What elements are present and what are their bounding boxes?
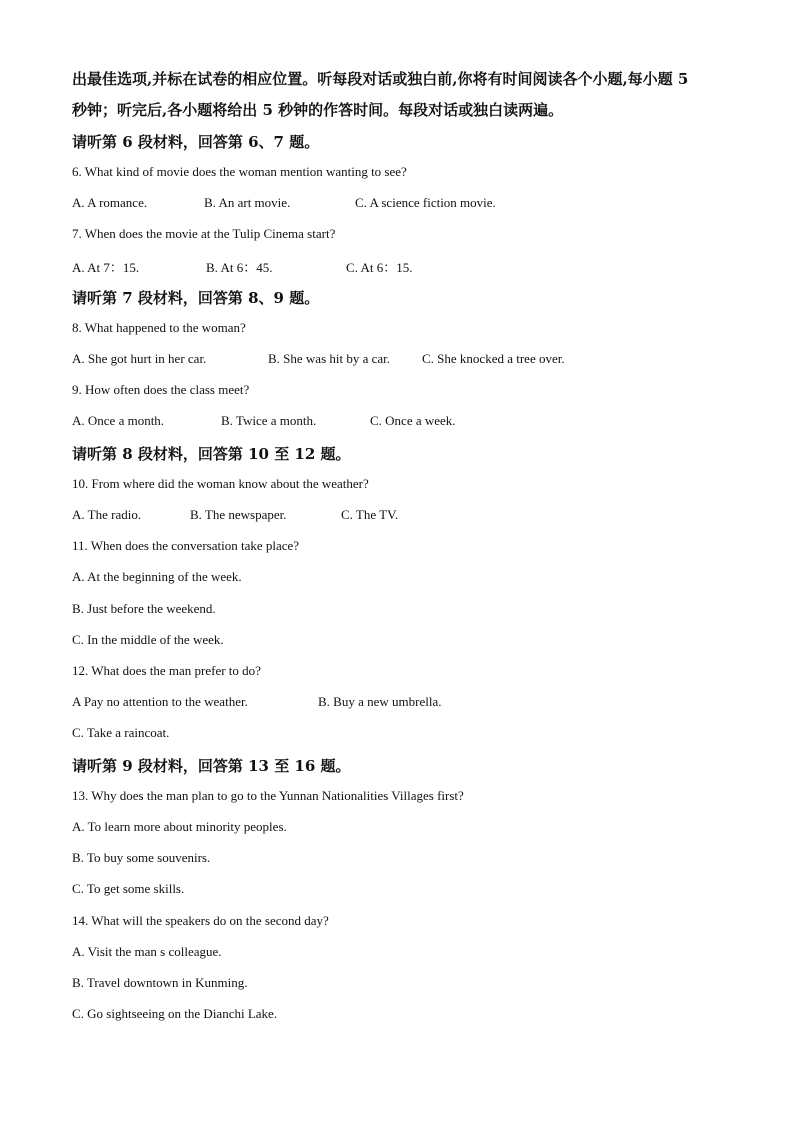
question-13-option-c: C. To get some skills.: [72, 881, 185, 896]
question-12-option-a: A Pay no attention to the weather.: [72, 694, 248, 709]
question-13-option-a: A. To learn more about minority peoples.: [72, 819, 287, 834]
question-10-option-c: C. The TV.: [341, 507, 399, 522]
question-11-option-c: C. In the middle of the week.: [72, 632, 224, 647]
question-9-option-b: B. Twice a month.: [221, 413, 317, 428]
section-heading-9: 请听第 9 段材料，回答第 13 至 16 题。: [72, 757, 351, 775]
question-13: 13. Why does the man plan to go to the Yunnan Nationalities Villages first?: [72, 788, 464, 803]
question-7: 7. When does the movie at the Tulip Cinema start?: [72, 226, 336, 241]
question-7-option-c: C. At 6：15.: [346, 260, 413, 275]
question-8-option-a: A. She got hurt in her car.: [72, 351, 207, 366]
question-11-option-b: B. Just before the weekend.: [72, 601, 216, 616]
question-6-option-a: A. A romance.: [72, 195, 148, 210]
question-11-option-a: A. At the beginning of the week.: [72, 569, 242, 584]
question-14-option-a: A. Visit the man s colleague.: [72, 944, 222, 959]
section-heading-8: 请听第 8 段材料，回答第 10 至 12 题。: [72, 445, 351, 463]
question-6-option-b: B. An art movie.: [204, 195, 291, 210]
question-8-option-b: B. She was hit by a car.: [268, 351, 391, 366]
question-14-option-c: C. Go sightseeing on the Dianchi Lake.: [72, 1006, 278, 1021]
question-10: 10. From where did the woman know about the weather?: [72, 476, 369, 491]
section-heading-6: 请听第 6 段材料，回答第 6、7 题。: [72, 133, 320, 151]
question-7-option-a: A. At 7：15.: [72, 260, 140, 275]
question-13-option-b: B. To buy some souvenirs.: [72, 850, 211, 865]
question-14: 14. What will the speakers do on the second day?: [72, 913, 329, 928]
question-9-option-c: C. Once a week.: [370, 413, 456, 428]
question-9-option-a: A. Once a month.: [72, 413, 165, 428]
question-12-option-c: C. Take a raincoat.: [72, 725, 170, 740]
instructions-line-1: 出最佳选项,并标在试卷的相应位置。听每段对话或独白前,你将有时间阅读各个小题,每小题 5: [72, 70, 689, 88]
question-6-option-c: C. A science fiction movie.: [355, 195, 496, 210]
question-10-option-b: B. The newspaper.: [190, 507, 287, 522]
question-9: 9. How often does the class meet?: [72, 382, 250, 397]
question-8-option-c: C. She knocked a tree over.: [422, 351, 565, 366]
section-heading-7: 请听第 7 段材料，回答第 8、9 题。: [72, 289, 320, 307]
question-14-option-b: B. Travel downtown in Kunming.: [72, 975, 248, 990]
question-11: 11. When does the conversation take place?: [72, 538, 300, 553]
question-6: 6. What kind of movie does the woman mention wanting to see?: [72, 164, 407, 179]
question-7-option-b: B. At 6：45.: [206, 260, 273, 275]
question-10-option-a: A. The radio.: [72, 507, 142, 522]
question-12-option-b: B. Buy a new umbrella.: [318, 694, 442, 709]
instructions-line-2: 秒钟；听完后,各小题将给出 5 秒钟的作答时间。每段对话或独白读两遍。: [72, 101, 564, 119]
question-12: 12. What does the man prefer to do?: [72, 663, 261, 678]
question-8: 8. What happened to the woman?: [72, 320, 246, 335]
